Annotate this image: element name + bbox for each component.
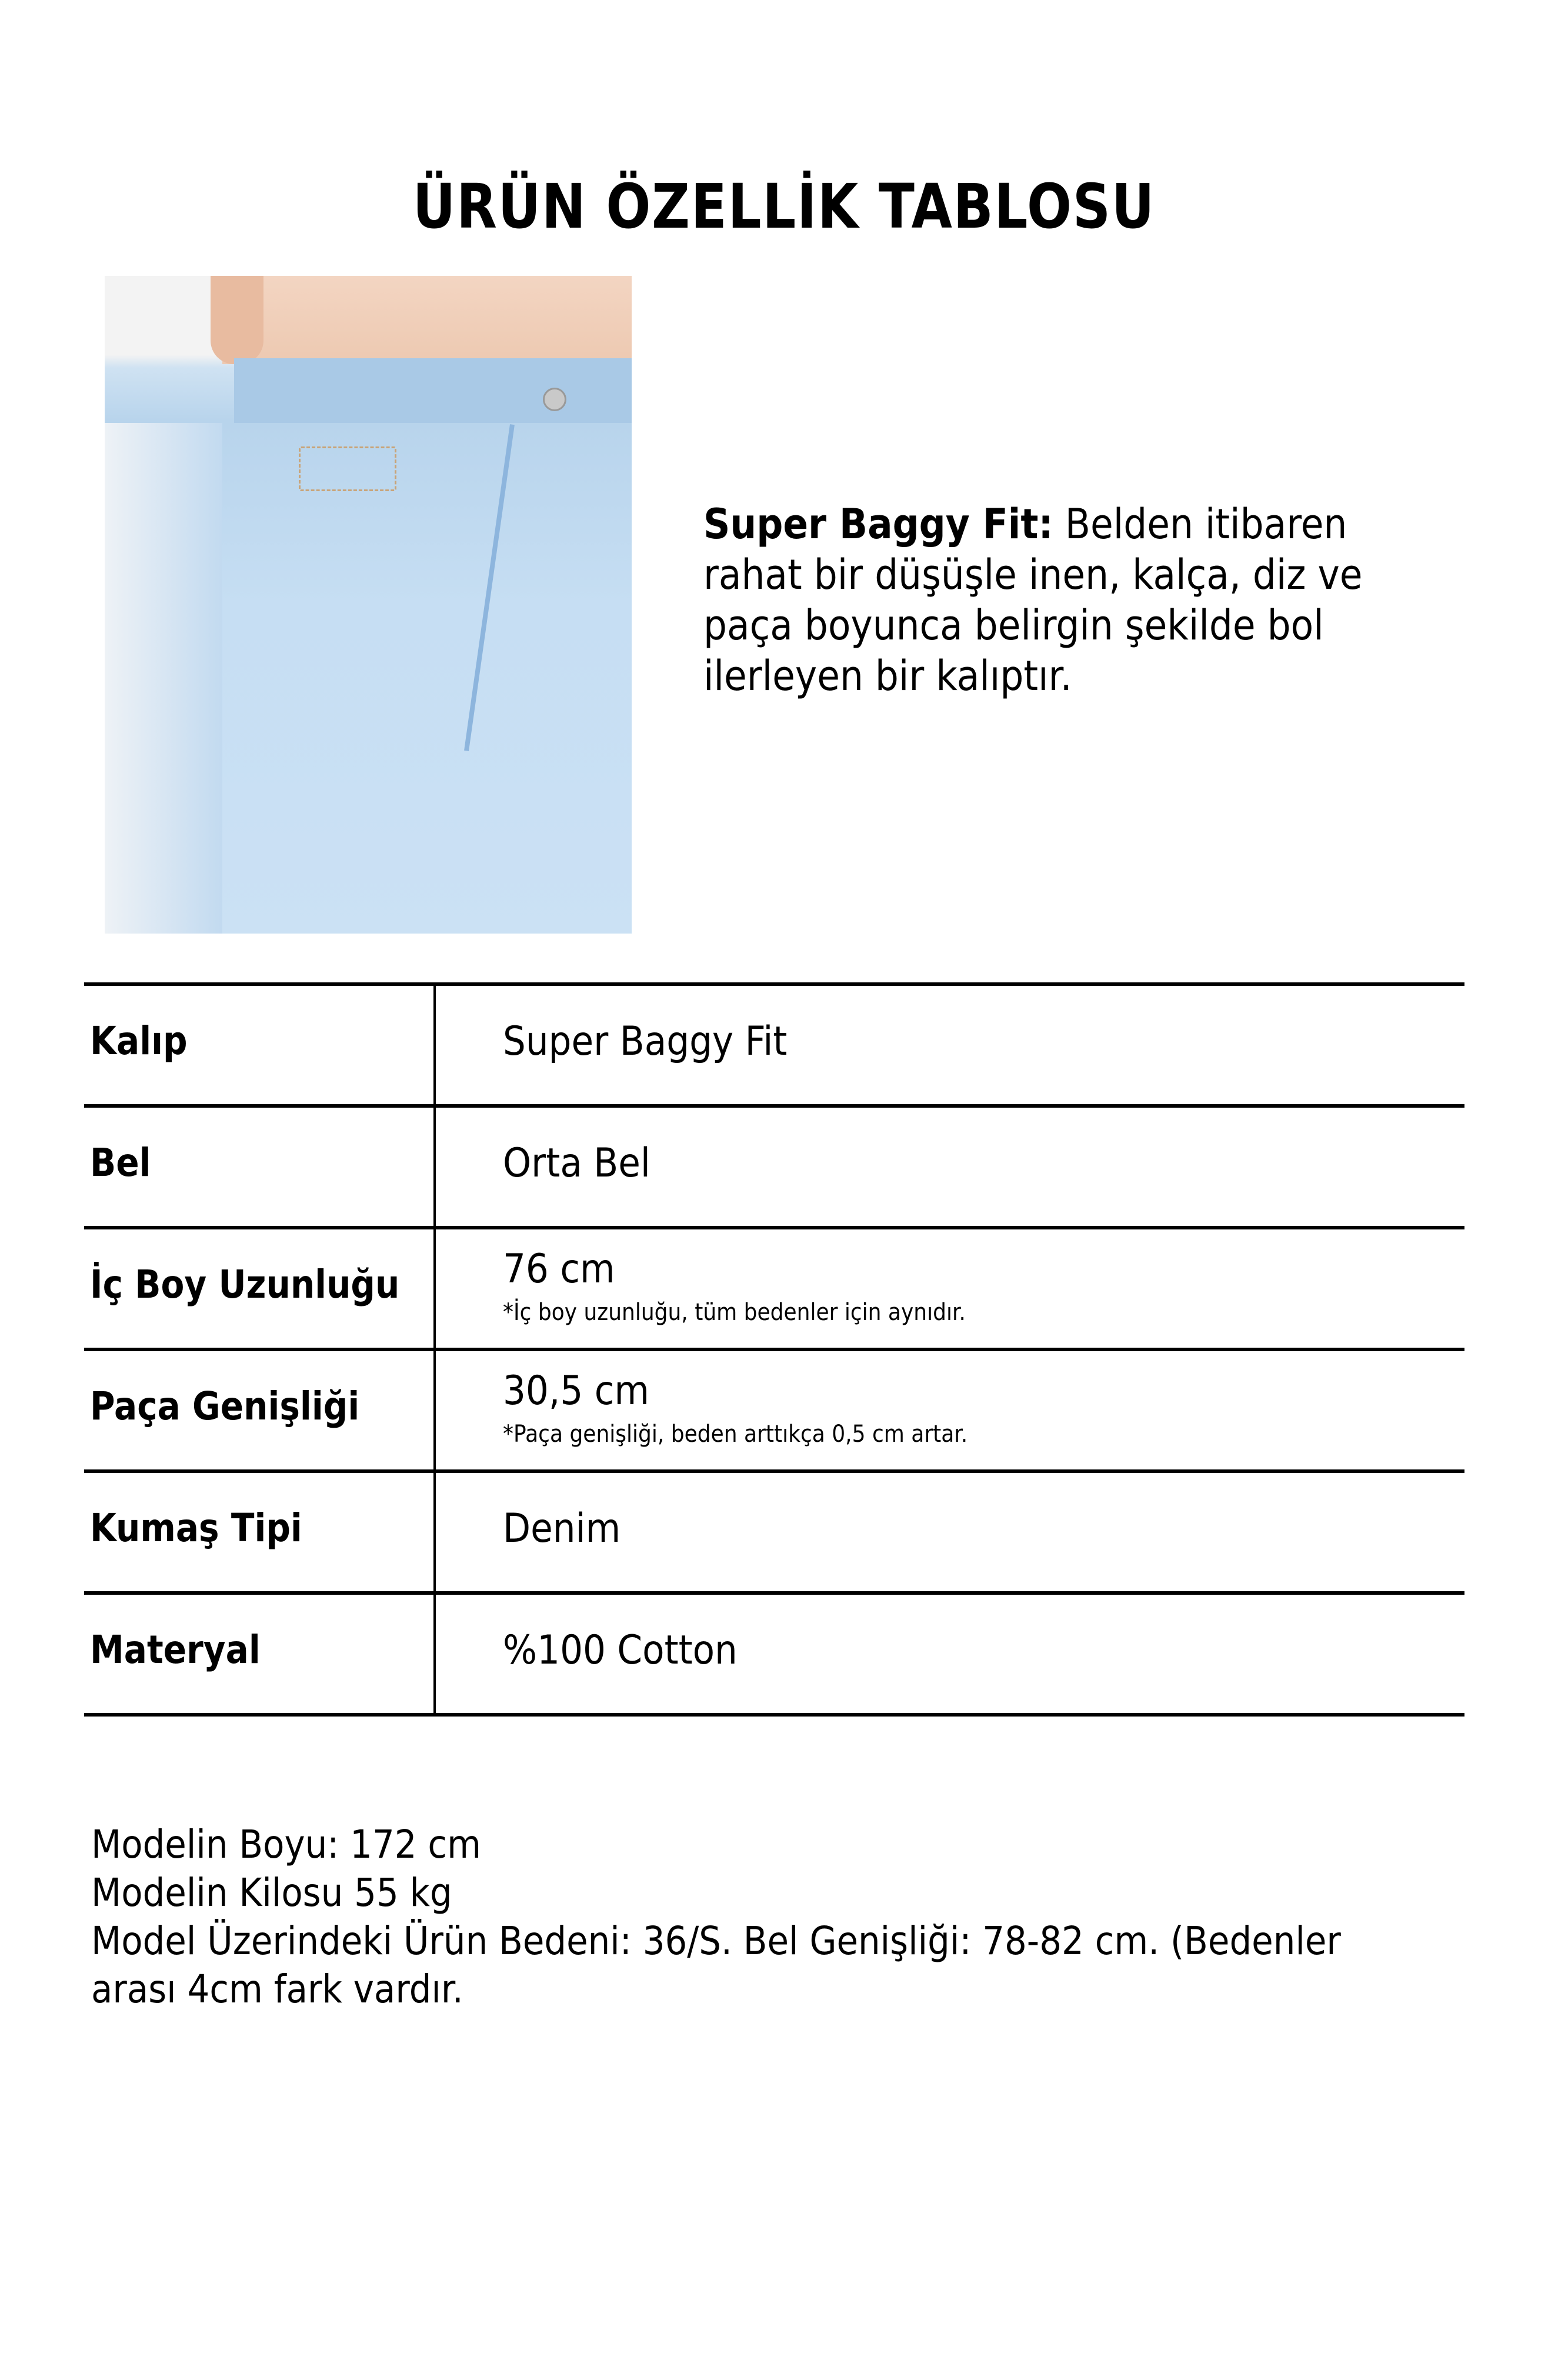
column-divider bbox=[433, 1595, 436, 1713]
table-row bbox=[84, 982, 1464, 1104]
row-note: *İç boy uzunluğu, tüm bedenler için aynıdır. bbox=[503, 1299, 966, 1326]
row-value: Super Baggy Fit bbox=[503, 1018, 788, 1065]
jeans-button-icon bbox=[543, 388, 566, 411]
column-divider bbox=[433, 1473, 436, 1591]
table-row bbox=[84, 1591, 1464, 1717]
column-divider bbox=[433, 986, 436, 1104]
page-title: ÜRÜN ÖZELLİK TABLOSU bbox=[412, 171, 1156, 242]
model-hand bbox=[211, 276, 263, 364]
row-value: 30,5 cm bbox=[503, 1368, 649, 1414]
table-row bbox=[84, 1348, 1464, 1469]
jeans-waistband bbox=[234, 358, 632, 423]
spec-table bbox=[84, 982, 1464, 1717]
table-row bbox=[84, 1104, 1464, 1226]
model-info bbox=[91, 1821, 1341, 2014]
jeans-leg bbox=[105, 423, 222, 934]
model-weight: Modelin Kilosu 55 kg bbox=[91, 1870, 452, 1915]
fit-text: Belden itibaren rahat bir düşüşle inen, kalça, diz ve paça boyunca belirgin şekilde bol ilerleyen bir kalıptır. bbox=[703, 500, 1363, 700]
column-divider bbox=[433, 1108, 436, 1226]
row-label: Bel bbox=[90, 1140, 151, 1185]
model-size-cont: arası 4cm fark vardır. bbox=[91, 1967, 463, 2012]
product-photo bbox=[105, 276, 632, 934]
row-value: Orta Bel bbox=[503, 1140, 650, 1187]
jeans-fly-seam bbox=[464, 424, 515, 751]
jeans-coin-pocket bbox=[299, 446, 396, 491]
fit-description bbox=[703, 499, 1434, 701]
model-height: Modelin Boyu: 172 cm bbox=[91, 1822, 481, 1867]
row-label: Materyal bbox=[90, 1627, 261, 1672]
model-size: Model Üzerindeki Ürün Bedeni: 36/S. Bel Genişliği: 78-82 cm. (Bedenler bbox=[91, 1918, 1341, 1964]
row-value: %100 Cotton bbox=[503, 1627, 738, 1674]
row-label: Paça Genişliği bbox=[90, 1384, 360, 1429]
row-label: Kumaş Tipi bbox=[90, 1505, 302, 1551]
row-label: İç Boy Uzunluğu bbox=[90, 1262, 400, 1307]
column-divider bbox=[433, 1229, 436, 1348]
fit-term: Super Baggy Fit: bbox=[703, 500, 1053, 548]
row-note: *Paça genişliği, beden arttıkça 0,5 cm artar. bbox=[503, 1421, 968, 1448]
row-label: Kalıp bbox=[90, 1018, 188, 1064]
table-row bbox=[84, 1226, 1464, 1348]
model-waist-skin bbox=[222, 276, 632, 364]
table-row bbox=[84, 1469, 1464, 1591]
row-value: 76 cm bbox=[503, 1246, 615, 1292]
column-divider bbox=[433, 1351, 436, 1469]
row-value: Denim bbox=[503, 1505, 621, 1552]
